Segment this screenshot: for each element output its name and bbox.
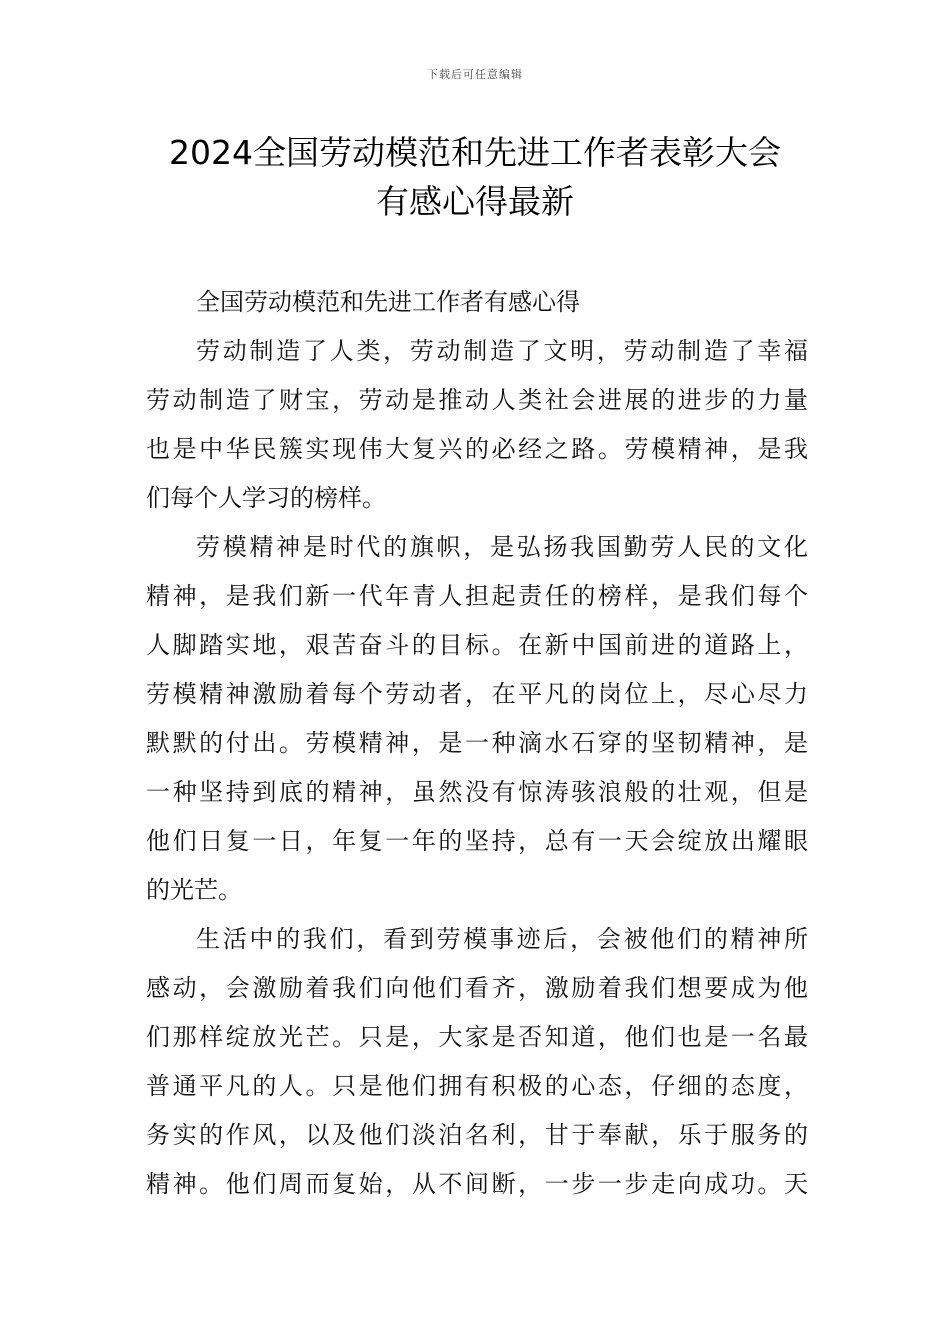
text-line: 精神，是我们新一代年青人担起责任的榜样，是我们每个 [146, 582, 808, 610]
text-line: 劳模精神激励着每个劳动者，在平凡的岗位上，尽心尽力 [146, 680, 808, 708]
text-line: 务实的作风，以及他们淡泊名利，甘于奉献，乐于服务的 [146, 1121, 808, 1149]
paragraph [146, 523, 808, 915]
paragraph [146, 915, 808, 1209]
text-line: 普通平凡的人。只是他们拥有积极的心态，仔细的态度， [146, 1072, 808, 1100]
document-body [146, 278, 808, 1209]
text-line: 劳动制造了人类，劳动制造了文明，劳动制造了幸福 [196, 337, 808, 365]
text-line: 感动，会激励着我们向他们看齐，激励着我们想要成为他 [146, 974, 808, 1002]
paragraph [146, 327, 808, 523]
text-line: 也是中华民簇实现伟大复兴的必经之路。劳模精神，是我 [146, 435, 808, 463]
header-note: 下载后可任意编辑 [427, 68, 523, 81]
text-line: 们每个人学习的榜样。 [146, 484, 386, 512]
text-line: 全国劳动模范和先进工作者有感心得 [196, 288, 580, 316]
title-line-2: 有感心得最新 [376, 182, 574, 221]
text-line: 生活中的我们，看到劳模事迹后，会被他们的精神所 [196, 925, 808, 953]
text-line: 一种坚持到底的精神，虽然没有惊涛骇浪般的壮观，但是 [146, 778, 808, 806]
text-line: 精神。他们周而复始，从不间断，一步一步走向成功。天 [146, 1170, 808, 1198]
title-line-1: 2024全国劳动模范和先进工作者表彰大会 [169, 133, 781, 172]
text-line: 劳模精神是时代的旗帜，是弘扬我国勤劳人民的文化 [196, 533, 808, 561]
text-line: 的光芒。 [146, 876, 242, 904]
text-line: 默默的付出。劳模精神，是一种滴水石穿的坚韧精神，是 [146, 729, 808, 757]
text-line: 们那样绽放光芒。只是，大家是否知道，他们也是一名最 [146, 1023, 808, 1051]
text-line: 人脚踏实地，艰苦奋斗的目标。在新中国前进的道路上， [146, 631, 808, 659]
document-title [100, 128, 850, 226]
paragraph-subtitle [146, 278, 808, 327]
text-line: 他们日复一日，年复一年的坚持，总有一天会绽放出耀眼 [146, 827, 808, 855]
text-line: 劳动制造了财宝，劳动是推动人类社会进展的进步的力量 [146, 386, 808, 414]
